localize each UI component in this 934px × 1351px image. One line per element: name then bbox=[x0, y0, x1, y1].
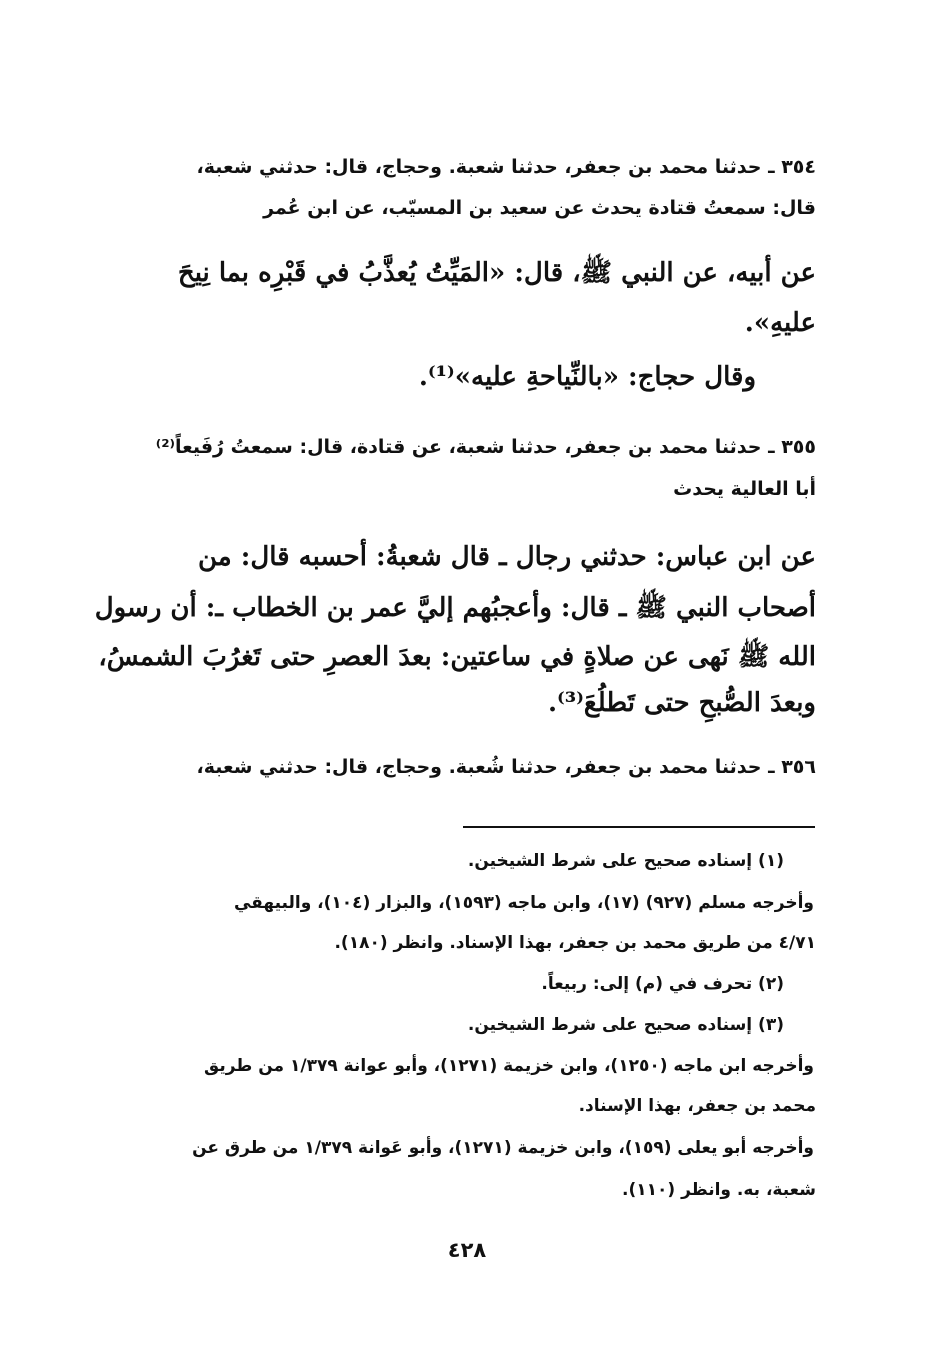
footnote-1-line-3: ٤/٧١ من طريق محمد بن جعفر، بهذا الإسناد. وانظر (١٨٠). bbox=[334, 933, 816, 953]
hadith-355-line-6: وبعدَ الصُّبحِ حتى تَطلُعَ⁽³⁾. bbox=[548, 688, 816, 718]
hadith-355-line-2: أبا العالية يحدث bbox=[673, 478, 816, 500]
hadith-355-line-4: أصحاب النبي ﷺ ـ قال: وأعجبُهم إليَّ عمر بن الخطاب ـ: أن رسول bbox=[94, 593, 816, 623]
hadith-354-line-3: عن أبيه، عن النبي ﷺ، قال: «المَيِّتُ يُعذَّبُ في قَبْرِه بما نِيحَ bbox=[177, 258, 816, 288]
footnote-1-line-1: (١) إسناده صحيح على شرط الشيخين. bbox=[467, 851, 784, 871]
footnote-3-line-2: وأخرجه ابن ماجه (١٢٥٠)، وابن خزيمة (١٢٧١)، وأبو عوانة ١/٣٧٩ من طريق bbox=[204, 1056, 814, 1076]
hadith-355-line-1: ٣٥٥ ـ حدثنا محمد بن جعفر، حدثنا شعبة، عن قتادة، قال: سمعتُ رُفَيعاً⁽²⁾ bbox=[155, 436, 816, 458]
page-number: ٤٢٨ bbox=[447, 1238, 487, 1262]
footnote-separator bbox=[463, 826, 815, 828]
footnote-3-line-1: (٣) إسناده صحيح على شرط الشيخين. bbox=[467, 1015, 784, 1035]
footnote-3-line-4: وأخرجه أبو يعلى (١٥٩)، وابن خزيمة (١٢٧١)، وأبو عَوانة ١/٣٧٩ من طرق عن bbox=[192, 1138, 814, 1158]
hadith-354-line-5: وقال حجاج: «بالنِّياحةِ عليه»⁽¹⁾. bbox=[418, 362, 756, 392]
hadith-354-line-2: قال: سمعتُ قتادة يحدث عن سعيد بن المسيّب، عن ابن عُمر bbox=[263, 197, 816, 219]
hadith-355-line-3: عن ابن عباس: حدثني رجال ـ قال شعبةُ: أحسبه قال: من bbox=[197, 542, 816, 572]
footnote-3-line-3: محمد بن جعفر، بهذا الإسناد. bbox=[578, 1096, 816, 1116]
hadith-354-line-4: عليهِ». bbox=[744, 308, 816, 338]
footnote-2-line-1: (٢) تحرف في (م) إلى: ربيعاً. bbox=[541, 974, 784, 994]
hadith-356-line-1: ٣٥٦ ـ حدثنا محمد بن جعفر، حدثنا شُعبة. وحجاج، قال: حدثني شعبة، bbox=[196, 756, 816, 778]
footnote-3-line-5: شعبة، به. وانظر (١١٠). bbox=[622, 1180, 816, 1200]
hadith-355-line-5: الله ﷺ نَهى عن صلاةٍ في ساعتين: بعدَ العصرِ حتى تَغرُبَ الشمسُ، bbox=[98, 642, 816, 672]
hadith-354-line-1: ٣٥٤ ـ حدثنا محمد بن جعفر، حدثنا شعبة. وحجاج، قال: حدثني شعبة، bbox=[196, 156, 816, 178]
footnote-1-line-2: وأخرجه مسلم (٩٢٧) (١٧)، وابن ماجه (١٥٩٣)، والبزار (١٠٤)، والبيهقي bbox=[233, 893, 814, 913]
